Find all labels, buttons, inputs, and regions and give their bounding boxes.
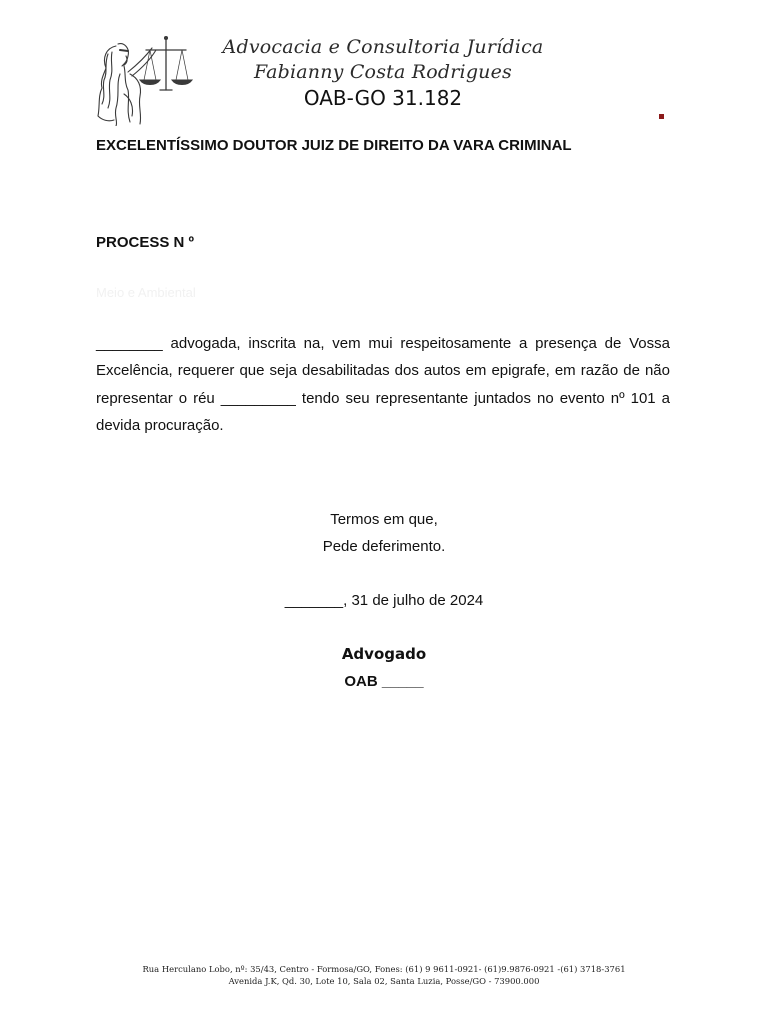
lady-justice-scales-icon [94,34,194,126]
accent-mark [659,114,664,119]
faint-watermark-text: Meio e Ambiental [96,285,196,300]
signature-title: Advogado [341,645,427,663]
oab-registration: OAB-GO 31.182 [303,86,463,110]
footer-address-line1: Rua Herculano Lobo, nº: 35/43, Centro - Formosa/GO, Fones: (61) 9 9611-0921- (61)9.9876-0921 -(61) 3718-3761 [142,964,626,974]
firm-name-line2: Fabianny Costa Rodrigues [253,61,513,83]
process-number-label: PROCESS N º [96,234,194,251]
closing-line1: Termos em que, [330,511,438,528]
addressee-heading: EXCELENTÍSSIMO DOUTOR JUIZ DE DIREITO DA VARA CRIMINAL [96,137,572,154]
petition-body: ________ advogada, inscrita na, vem mui respeitosamente a presença de Vossa Excelência, requerer que seja desabilitadas dos autos em epigrafe, em razão de não representar o réu _________ tendo seu representante juntados no evento nº 101 a devida procuração. [96,335,670,434]
footer-address-line2: Avenida J.K, Qd. 30, Lote 10, Sala 02, Santa Luzia, Posse/GO - 73900.000 [228,976,540,986]
signature-oab: OAB _____ [344,673,424,690]
closing-line2: Pede deferimento. [322,538,446,555]
firm-name-line1: Advocacia e Consultoria Jurídica [222,36,544,58]
date-line: _______, 31 de julho de 2024 [284,592,484,609]
